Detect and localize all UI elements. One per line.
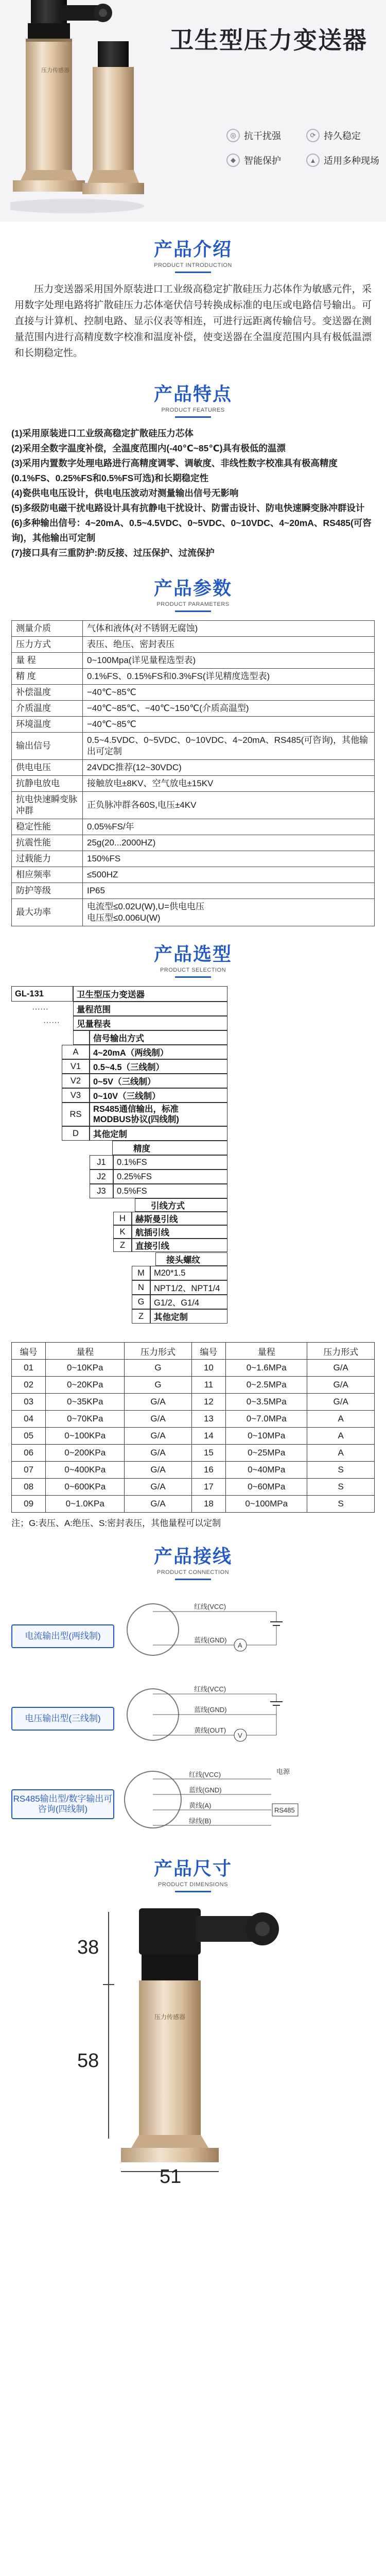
table-header-row bbox=[12, 1343, 375, 1360]
table-cell: 01 bbox=[12, 1360, 46, 1377]
signal-code-head bbox=[73, 1030, 90, 1045]
param-key: 抗震性能 bbox=[12, 835, 83, 851]
param-key: 过载能力 bbox=[12, 851, 83, 867]
accuracy-label: 0.25%FS bbox=[113, 1170, 227, 1184]
param-value: ≤500HZ bbox=[83, 867, 375, 883]
table-cell: 06 bbox=[12, 1445, 46, 1462]
table-cell: 04 bbox=[12, 1411, 46, 1428]
range-note-text: 注；G:表压、A:绝压、S:密封表压，其他量程可以定制 bbox=[11, 1518, 221, 1528]
wire-label: 黄线(A) bbox=[189, 1802, 212, 1809]
meter-label: A bbox=[238, 1641, 242, 1649]
table-row bbox=[12, 1394, 375, 1411]
list-item: (5)多级防电磁干扰电路设计具有抗静电干扰设计、防雷击设计、防电快速瞬变脉冲群设计 bbox=[11, 503, 365, 513]
model-name: 卫生型压力变送器 bbox=[73, 986, 227, 1002]
lead-code: H bbox=[113, 1212, 132, 1225]
param-key: 测量介质 bbox=[12, 621, 83, 637]
model-code: GL-131 bbox=[11, 986, 73, 1002]
range-note-dots: ······ bbox=[43, 1018, 60, 1027]
params-table bbox=[11, 620, 375, 926]
thread-code: M bbox=[132, 1266, 150, 1280]
intro-paragraph: 压力变送器采用国外原装进口工业级高稳定扩散硅压力芯体作为敏感元件，采用数字处理电路将扩散硅压力芯体毫伏信号转换成标准的电压或电路信号输出。可直接与计算机、控制电路、显示仪表等相连，可进行远距离传输信号。变送器在测量范围内进行高精度数字校准和温度补偿，使变送器在全温度范围内具有极低温漂和长期稳定性。 bbox=[14, 284, 372, 359]
dimension-height-1: 38 bbox=[77, 1937, 99, 1958]
wire-label: 黄线(OUT) bbox=[194, 1726, 226, 1734]
feature-label: 智能保护 bbox=[244, 156, 281, 166]
table-cell: G/A bbox=[125, 1445, 192, 1462]
table-cell: A bbox=[307, 1428, 375, 1445]
table-cell: 0~70KPa bbox=[46, 1411, 125, 1428]
dimension-drawing bbox=[0, 1901, 386, 2189]
section-title: 产品接线 bbox=[153, 1546, 232, 1567]
param-key: 最大功率 bbox=[12, 899, 83, 926]
table-row bbox=[12, 669, 375, 685]
lead-code: Z bbox=[113, 1239, 132, 1252]
thread-label: M20*1.5 bbox=[150, 1266, 227, 1280]
table-cell: 0~3.5MPa bbox=[226, 1394, 307, 1411]
table-row bbox=[12, 637, 375, 653]
thread-head: 接头螺纹 bbox=[155, 1252, 227, 1266]
table-cell: 0~1.0KPa bbox=[46, 1496, 125, 1513]
table-row bbox=[12, 883, 375, 899]
svg-text:压力传感器: 压力传感器 bbox=[154, 2013, 186, 2021]
param-key: 精 度 bbox=[12, 669, 83, 685]
section-divider bbox=[175, 1579, 211, 1580]
table-cell: 0~25MPa bbox=[226, 1445, 307, 1462]
wiring-label: 电压输出型(三线制) bbox=[11, 1707, 114, 1731]
table-cell: 08 bbox=[12, 1479, 46, 1496]
table-cell: G/A bbox=[125, 1428, 192, 1445]
table-cell: 0~1.6MPa bbox=[226, 1360, 307, 1377]
table-row bbox=[12, 760, 375, 776]
power-label: 电源 bbox=[276, 1768, 290, 1775]
signal-code: V2 bbox=[62, 1074, 90, 1088]
svg-text:压力传感器: 压力传感器 bbox=[41, 67, 69, 74]
table-cell: 10 bbox=[191, 1360, 225, 1377]
param-value: 0.5~4.5VDC、0~5VDC、0~10VDC、4~20mA、RS485(可咨询)，其他输出可定制 bbox=[83, 733, 375, 760]
three-wire-diagram bbox=[122, 1679, 369, 1756]
param-value: 正负脉冲群各60S,电压±4KV bbox=[83, 792, 375, 819]
table-cell: 18 bbox=[191, 1496, 225, 1513]
thread-label: NPT1/2、NPT1/4 bbox=[150, 1280, 227, 1295]
table-cell: G/A bbox=[125, 1496, 192, 1513]
param-key: 相应频率 bbox=[12, 867, 83, 883]
feature-label: 适用多种现场 bbox=[324, 156, 379, 166]
params-heading bbox=[0, 561, 386, 620]
list-item: (4)瓷供电电压设计，供电电压波动对测量输出信号无影响 bbox=[11, 488, 239, 498]
param-key: 介质温度 bbox=[12, 701, 83, 717]
dimension-width: 51 bbox=[160, 2166, 182, 2188]
selection-heading bbox=[0, 926, 386, 986]
table-row bbox=[12, 1360, 375, 1377]
param-value: IP65 bbox=[83, 883, 375, 899]
table-row bbox=[12, 717, 375, 733]
table-cell: 09 bbox=[12, 1496, 46, 1513]
param-value: 0.1%FS、0.15%FS和0.3%FS(详见精度选型表) bbox=[83, 669, 375, 685]
table-cell: 12 bbox=[191, 1394, 225, 1411]
section-divider bbox=[175, 272, 211, 273]
signal-code: V3 bbox=[62, 1088, 90, 1103]
section-subtitle: PRODUCT DIMENSIONS bbox=[158, 1882, 228, 1888]
thread-label: G1/2、G1/4 bbox=[150, 1295, 227, 1309]
range-table bbox=[11, 1342, 375, 1513]
param-key: 量 程 bbox=[12, 653, 83, 669]
signal-head: 信号输出方式 bbox=[90, 1030, 227, 1045]
table-cell: 0~600KPa bbox=[46, 1479, 125, 1496]
table-cell: 02 bbox=[12, 1377, 46, 1394]
accuracy-label: 0.1%FS bbox=[113, 1155, 227, 1170]
table-cell: A bbox=[307, 1411, 375, 1428]
table-cell: 0~100MPa bbox=[226, 1496, 307, 1513]
column-header: 量程 bbox=[46, 1343, 125, 1360]
table-cell: S bbox=[307, 1462, 375, 1479]
table-cell: A bbox=[307, 1445, 375, 1462]
feature-badge bbox=[306, 129, 381, 142]
table-cell: G/A bbox=[125, 1411, 192, 1428]
section-divider bbox=[175, 1891, 211, 1892]
table-cell: 13 bbox=[191, 1411, 225, 1428]
wire-label: 红线(VCC) bbox=[194, 1685, 226, 1693]
table-cell: 0~35KPa bbox=[46, 1394, 125, 1411]
param-key: 压力方式 bbox=[12, 637, 83, 653]
table-cell: 14 bbox=[191, 1428, 225, 1445]
table-cell: 03 bbox=[12, 1394, 46, 1411]
accuracy-code: J2 bbox=[90, 1170, 113, 1184]
signal-label: 其他定制 bbox=[90, 1126, 227, 1141]
table-cell: G/A bbox=[125, 1394, 192, 1411]
table-cell: 07 bbox=[12, 1462, 46, 1479]
table-cell: 0~2.5MPa bbox=[226, 1377, 307, 1394]
table-row bbox=[12, 1377, 375, 1394]
table-cell: G/A bbox=[307, 1394, 375, 1411]
table-cell: G/A bbox=[125, 1462, 192, 1479]
stability-icon: ⟳ bbox=[306, 129, 320, 142]
table-cell: 0~60MPa bbox=[226, 1479, 307, 1496]
list-item: (7)接口具有三重防护:防反接、过压保护、过流保护 bbox=[11, 548, 215, 558]
column-header: 压力形式 bbox=[125, 1343, 192, 1360]
application-icon: ▲ bbox=[306, 154, 320, 167]
section-divider bbox=[175, 976, 211, 978]
thread-code: N bbox=[132, 1280, 150, 1295]
four-wire-diagram bbox=[122, 1758, 369, 1841]
list-item: (2)采用全数字温度补偿，全温度范围内(-40℃~85℃)具有极低的温漂 bbox=[11, 443, 286, 453]
param-value: 表压、绝压、密封表压 bbox=[83, 637, 375, 653]
section-subtitle: PRODUCT INTRODUCTION bbox=[154, 262, 232, 268]
wiring-label: RS485输出型/数字输出可咨询(四线制) bbox=[11, 1789, 114, 1819]
section-title: 产品介绍 bbox=[153, 239, 232, 260]
param-key: 防护等级 bbox=[12, 883, 83, 899]
signal-code: RS bbox=[62, 1103, 90, 1126]
protection-icon: ◆ bbox=[226, 154, 240, 167]
table-cell: 05 bbox=[12, 1428, 46, 1445]
param-key: 输出信号 bbox=[12, 733, 83, 760]
table-row bbox=[12, 1479, 375, 1496]
table-row bbox=[12, 867, 375, 883]
wiring-heading bbox=[0, 1529, 386, 1588]
list-item: (3)采用内置数字处理电路进行高精度调零、调敏度、非线性数字校准具有极高精度(0.1%FS、0.25%FS和0.5%FS可选)和长期稳定性 bbox=[11, 458, 338, 483]
wiring-label: 电流输出型(两线制) bbox=[11, 1624, 114, 1648]
section-subtitle: PRODUCT CONNECTION bbox=[156, 1569, 230, 1575]
table-row bbox=[12, 1496, 375, 1513]
table-row bbox=[12, 835, 375, 851]
dim-line bbox=[108, 1912, 109, 1984]
column-header: 压力形式 bbox=[307, 1343, 375, 1360]
table-row bbox=[12, 776, 375, 792]
dim-line bbox=[108, 1984, 109, 2139]
table-cell: 11 bbox=[191, 1377, 225, 1394]
param-value: 0.05%FS/年 bbox=[83, 819, 375, 835]
wire-label: 红线(VCC) bbox=[194, 1603, 226, 1611]
section-subtitle: PRODUCT FEATURES bbox=[161, 407, 225, 413]
column-header: 编号 bbox=[12, 1343, 46, 1360]
wire-label: 红线(VCC) bbox=[189, 1771, 221, 1778]
section-title: 产品尺寸 bbox=[153, 1858, 232, 1879]
param-key: 补偿温度 bbox=[12, 685, 83, 701]
wire-label: 蓝线(GND) bbox=[194, 1706, 227, 1714]
table-cell: G bbox=[125, 1377, 192, 1394]
anti-interference-icon: ◎ bbox=[226, 129, 240, 142]
accuracy-code: J3 bbox=[90, 1184, 113, 1198]
wiring-diagrams bbox=[11, 1594, 375, 1841]
wire-label: 蓝线(GND) bbox=[189, 1786, 222, 1794]
table-cell: 0~40MPa bbox=[226, 1462, 307, 1479]
wire-label: 蓝线(GND) bbox=[194, 1636, 227, 1644]
range-label: 量程范围 bbox=[73, 1002, 227, 1016]
thread-label: 其他定制 bbox=[150, 1309, 227, 1324]
lead-code: K bbox=[113, 1225, 132, 1239]
feature-label: 持久稳定 bbox=[324, 131, 361, 141]
features-heading bbox=[0, 366, 386, 426]
table-cell: 0~400KPa bbox=[46, 1462, 125, 1479]
table-row bbox=[12, 733, 375, 760]
param-key: 供电电压 bbox=[12, 760, 83, 776]
table-row bbox=[12, 621, 375, 637]
signal-label: 0.5~4.5（三线制） bbox=[90, 1059, 227, 1074]
list-item: (1)采用原装进口工业级高稳定扩散硅压力芯体 bbox=[11, 428, 194, 438]
range-note: 见量程表 bbox=[73, 1016, 227, 1030]
table-cell: 16 bbox=[191, 1462, 225, 1479]
signal-label: 0~5V（三线制） bbox=[90, 1074, 227, 1088]
selection-diagram bbox=[11, 986, 375, 1267]
param-value: −40℃~85℃、−40℃~150℃(介质高温型) bbox=[83, 701, 375, 717]
table-row bbox=[12, 653, 375, 669]
lead-head: 引线方式 bbox=[135, 1198, 227, 1212]
table-cell: G/A bbox=[125, 1479, 192, 1496]
signal-code: A bbox=[62, 1045, 90, 1059]
table-cell: 17 bbox=[191, 1479, 225, 1496]
lead-label: 航插引线 bbox=[132, 1225, 227, 1239]
section-divider bbox=[175, 611, 211, 612]
table-cell: S bbox=[307, 1479, 375, 1496]
table-row bbox=[12, 1411, 375, 1428]
param-value: 25g(20...2000HZ) bbox=[83, 835, 375, 851]
feature-list bbox=[0, 426, 386, 561]
param-value: 接触放电±8KV、空气放电±15KV bbox=[83, 776, 375, 792]
param-value: −40℃~85℃ bbox=[83, 717, 375, 733]
param-value: −40℃~85℃ bbox=[83, 685, 375, 701]
table-row bbox=[12, 819, 375, 835]
param-key: 抗电快速瞬变脉冲群 bbox=[12, 792, 83, 819]
table-cell: S bbox=[307, 1496, 375, 1513]
section-title: 产品特点 bbox=[153, 383, 232, 404]
table-cell: 0~200KPa bbox=[46, 1445, 125, 1462]
table-row bbox=[12, 792, 375, 819]
two-wire-diagram bbox=[122, 1594, 369, 1671]
table-row bbox=[12, 685, 375, 701]
table-row bbox=[12, 851, 375, 867]
signal-code: V1 bbox=[62, 1059, 90, 1074]
param-key: 环境温度 bbox=[12, 717, 83, 733]
wire-label: 绿线(B) bbox=[189, 1817, 212, 1825]
param-key: 抗静电放电 bbox=[12, 776, 83, 792]
column-header: 编号 bbox=[191, 1343, 225, 1360]
lead-label: 直接引线 bbox=[132, 1239, 227, 1252]
param-key: 稳定性能 bbox=[12, 819, 83, 835]
table-cell: G bbox=[125, 1360, 192, 1377]
thread-code: Z bbox=[132, 1309, 150, 1324]
dimensions-heading bbox=[0, 1841, 386, 1901]
table-row bbox=[12, 899, 375, 926]
signal-code: D bbox=[62, 1126, 90, 1141]
table-row bbox=[12, 1445, 375, 1462]
table-cell: 0~10MPa bbox=[226, 1428, 307, 1445]
thread-code: G bbox=[132, 1295, 150, 1309]
table-cell: 0~7.0MPa bbox=[226, 1411, 307, 1428]
hero-title: 卫生型压力变送器 bbox=[170, 27, 367, 54]
signal-label: 4~20mA（两线制） bbox=[90, 1045, 227, 1059]
feature-badges bbox=[226, 129, 381, 167]
param-value: 气体和液体(对不锈钢无腐蚀) bbox=[83, 621, 375, 637]
param-value: 电流型≤0.02U(W),U=供电电压 电压型≤0.006U(W) bbox=[83, 899, 375, 926]
table-cell: 0~20KPa bbox=[46, 1377, 125, 1394]
table-cell: G/A bbox=[307, 1377, 375, 1394]
accuracy-label: 0.5%FS bbox=[113, 1184, 227, 1198]
list-item: (6)多种输出信号：4~20mA、0.5~4.5VDC、0~5VDC、0~10VDC、4~20mA、RS485(可咨询)，其他输出可定制 bbox=[11, 518, 372, 543]
hero-banner bbox=[0, 0, 386, 222]
table-cell: 15 bbox=[191, 1445, 225, 1462]
table-row bbox=[12, 1462, 375, 1479]
section-subtitle: PRODUCT SELECTION bbox=[160, 967, 226, 973]
accuracy-code: J1 bbox=[90, 1155, 113, 1170]
accuracy-head: 精度 bbox=[112, 1141, 227, 1155]
dimension-height-2: 58 bbox=[77, 2050, 99, 2072]
feature-badge bbox=[306, 154, 381, 167]
lead-label: 赫斯曼引线 bbox=[132, 1212, 227, 1225]
dim-tick bbox=[103, 1984, 114, 1985]
param-value: 150%FS bbox=[83, 851, 375, 867]
table-cell: 0~100KPa bbox=[46, 1428, 125, 1445]
table-cell: 0~10KPa bbox=[46, 1360, 125, 1377]
section-title: 产品选型 bbox=[153, 943, 232, 964]
table-row bbox=[12, 701, 375, 717]
table-cell: G/A bbox=[307, 1360, 375, 1377]
signal-label: 0~10V（三线制） bbox=[90, 1088, 227, 1103]
signal-label: RS485通信输出，标准 MODBUS协议(四线制) bbox=[90, 1103, 227, 1126]
transmitter-hero-image bbox=[10, 0, 175, 222]
selection-thread-block bbox=[11, 1251, 375, 1329]
feature-badge bbox=[226, 154, 301, 167]
transmitter-dimension-image bbox=[118, 1901, 314, 2189]
section-divider bbox=[175, 416, 211, 418]
meter-label: V bbox=[238, 1732, 242, 1739]
column-header: 量程 bbox=[226, 1343, 307, 1360]
section-title: 产品参数 bbox=[153, 578, 232, 599]
meter-label: RS485 bbox=[274, 1806, 295, 1814]
range-dots: ······ bbox=[32, 1005, 48, 1013]
feature-badge bbox=[226, 129, 301, 142]
param-value: 24VDC推荐(12~30VDC) bbox=[83, 760, 375, 776]
feature-label: 抗干扰强 bbox=[244, 131, 281, 141]
param-value: 0~100Mpa(详见量程选型表) bbox=[83, 653, 375, 669]
table-row bbox=[12, 1428, 375, 1445]
section-subtitle: PRODUCT PARAMETERS bbox=[156, 601, 230, 607]
intro-heading bbox=[0, 222, 386, 281]
